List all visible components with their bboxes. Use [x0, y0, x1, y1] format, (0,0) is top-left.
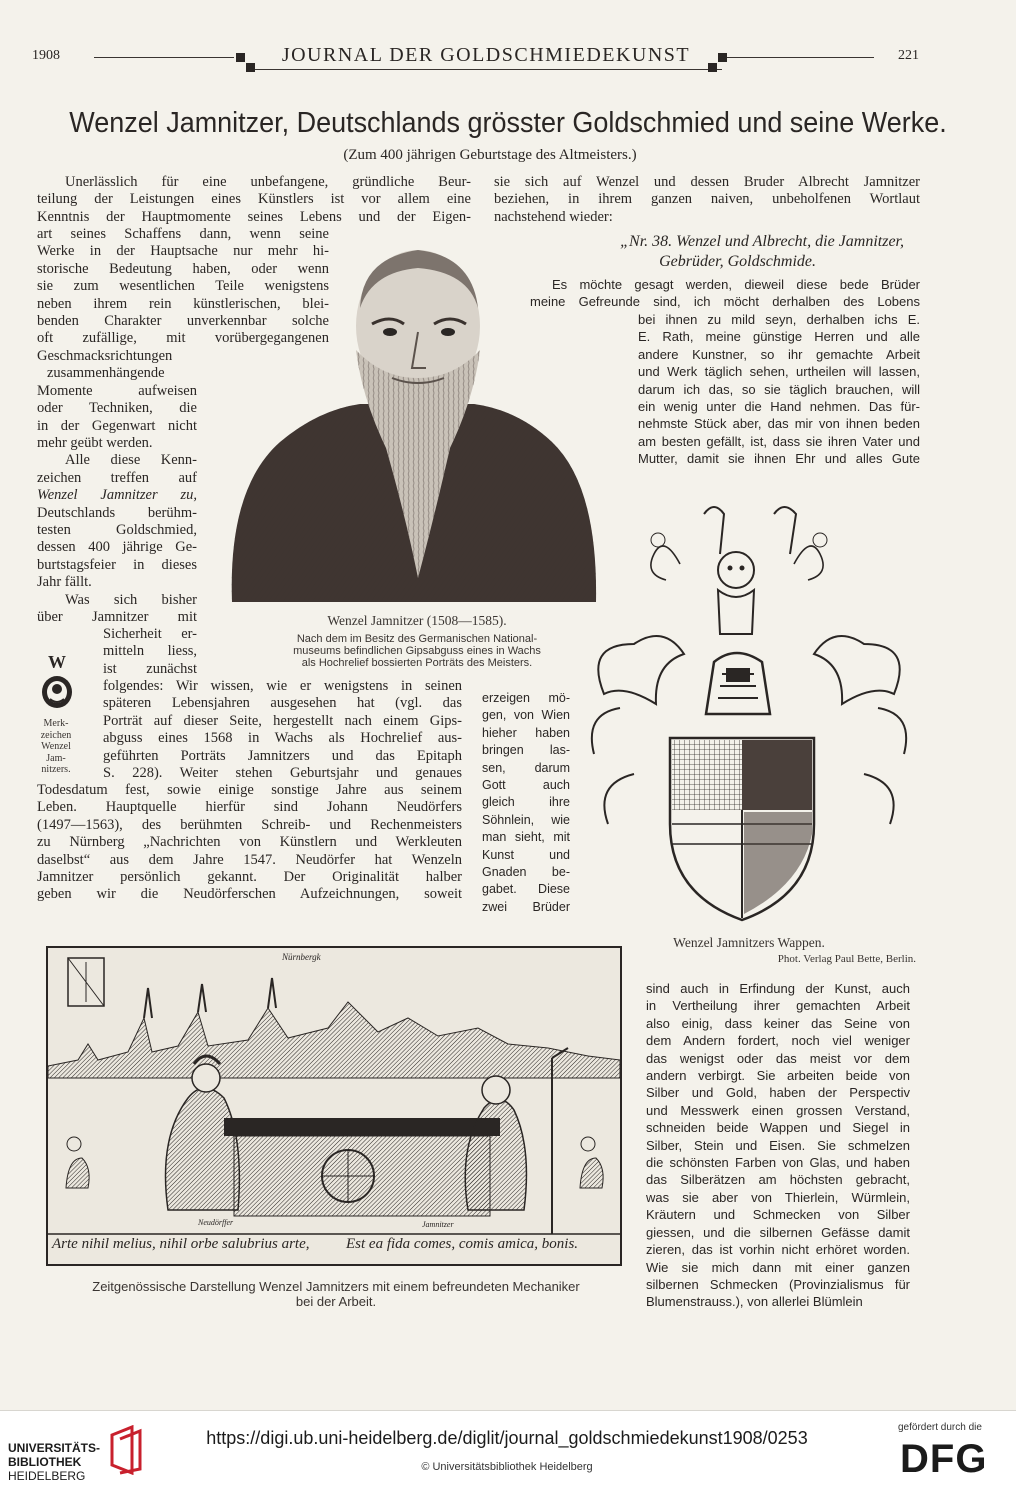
- library-name: UNIVERSITÄTS- BIBLIOTHEK HEIDELBERG: [8, 1441, 101, 1483]
- coat-of-arms-credit: Phot. Verlag Paul Bette, Berlin.: [777, 953, 916, 965]
- funding-note: gefördert durch die: [898, 1422, 982, 1433]
- narrow-column: erzeigen mö- gen, von Wien hieher haben bringen las- sen, darum Gott auch gleich ihre Söhnlein, wie man sieht, mit Kunst und Gnaden be- gabet. Diese zwei Brüder: [482, 691, 570, 914]
- library-logo-icon: [106, 1425, 146, 1475]
- coat-of-arms-caption: Wenzel Jamnitzers Wappen.: [673, 935, 825, 950]
- portrait-caption: Nach dem im Besitz des Germanischen National- museums befindlichen Gipsabguss eines in Wachs als Hochrelief bossierten Porträts des Meisters.: [293, 633, 541, 669]
- page-number-left: 1908: [32, 48, 60, 63]
- header-ornament: [708, 63, 717, 72]
- body-column-1-wrap-d: folgendes: Wir wissen, wie er wenigstens in seinen späteren Lebensjahren ausgesehen hat (vgl. das Porträt auf dieser Seite, hergestellt nach einem Gips- abguss eines 1568 in Wachs als Hochrelief aus- geführten Porträts Jamnitzers und das Epitaph S. 228). Weiter stehen Geburtsjahr und genaues: [103, 678, 462, 782]
- quote-text-wrap: bei ihnen zu mild seyn, derhalben ichs E. E. Rath, meine günstige Herren und alle andere Kunstner, so ihr gemachte Arbeit und Werk täglich sehen, urtheilen will lassen, darum ich das, so sie täglich brauchen, will ein wenig unter die Hand nehmen. Das für- nehmste Stück aber, das mir von ihnen beden am besten gefällt, ist, dass sie ihren Vater und Mutter, damit sie ihnen Ehr und alles Gute: [638, 312, 920, 467]
- article-title: Wenzel Jamnitzer, Deutschlands grösster Goldschmied und seine Werke.: [69, 107, 947, 139]
- copyright-notice: © Universitätsbibliothek Heidelberg: [421, 1461, 593, 1473]
- engraving-motto-left: Arte nihil melius, nihil orbe salubrius arte,: [52, 1236, 310, 1252]
- engraving-illustration: [46, 946, 622, 1266]
- quote-heading: „Nr. 38. Wenzel und Albrecht, die Jamnitzer, Gebrüder, Goldschmide.: [620, 233, 904, 270]
- makers-mark-logo: [36, 652, 78, 708]
- engraving-city-label: Nürnbergk: [282, 952, 321, 962]
- portrait-caption-title: Wenzel Jamnitzer (1508—1585).: [327, 613, 507, 628]
- engraving-caption: Zeitgenössische Darstellung Wenzel Jamnitzers mit einem befreundeten Mechaniker bei der Arbeit.: [92, 1279, 580, 1309]
- body-column-1-wrap-a: art seines Schaffens dann, wenn seine Werke in der Hauptsache nur mehr hi- storische Bedeutung haben, oder wenn sie zum wesentlichen Teile wenigstens neben ihrem rein künstlerischen, blei- benden Charakter unverkennbar solche oft zufällige, mit vorübergegangenen: [37, 226, 329, 347]
- svg-text:W: W: [48, 652, 66, 672]
- digitization-footer: [0, 1410, 1016, 1486]
- engraving-label-left: Neudörffer: [198, 1218, 234, 1227]
- body-column-1-wrap-b: Geschmacksrichtungen zusammenhängende Momente aufweisen oder Techniken, die in der Gegenwart nicht mehr geübt werden. Alle diese Kenn- zeichen treffen auf Wenzel Jamnitzer zu, Deutschlands berühm- testen Goldschmied, dessen 400 jährige Ge- burtstagsfeier in dieses Jahr fällt. Was sich bisher über Jamnitzer mit: [37, 348, 197, 626]
- margin-note: Merk- zeichen Wenzel Jam- nitzers.: [40, 718, 72, 775]
- body-column-3: sind auch in Erfindung der Kunst, auch in Vertheilung ihrer gemachten Arbeit also einig, dass keiner das Seine von dem Andern fordert, noch viel weniger das wenigst oder das meist vor dem andern verbirgt. Sie arbeiten beide von Silber und Gold, haben der Perspectiv und Messwerk einen grossen Verstand, schneiden beide Wappen und Siegel in Silber, Stein und Eisen. Sie schmelzen die schönsten Farben von Glas, und haben das Silberätzen am höchsten gebracht, was sie aber von Thierlein, Würmlein, Kräutern und Schmecken von Silber giessen, und die silbernen Gefässe damit zieren, das ist vorhin nicht erhöret worden. Wie sie mich dann mit einer ganzen silbernen Schmecken (Provinzialismus für Blumenstrauss.), von allerlei Blümlein: [646, 981, 910, 1310]
- body-column-1-intro: Unerlässlich für eine unbefangene, gründliche Beur- teilung der Leistungen eines Künstlers ist vor allem eine Kenntnis der Hauptmomente seines Lebens und der Eigen-: [37, 174, 471, 225]
- header-rule-right: [726, 57, 874, 58]
- makers-mark-icon: [36, 652, 78, 710]
- body-column-2-intro: sie sich auf Wenzel und dessen Bruder Albrecht Jamnitzer beziehen, in ihrem ganzen naiven, unbeholfenen Wortlaut nachstehend wieder:: [494, 174, 920, 225]
- dfg-logo: DFG: [900, 1437, 988, 1481]
- engraving-motto-right: Est ea fida comes, comis amica, bonis.: [346, 1236, 579, 1252]
- header-ornament: [246, 63, 255, 72]
- header-underline: [250, 69, 722, 70]
- article-subtitle: (Zum 400 jährigen Geburtstage des Altmeisters.): [343, 147, 637, 163]
- journal-title: JOURNAL DER GOLDSCHMIEDEKUNST: [281, 44, 691, 66]
- coat-of-arms-engraving: [584, 494, 914, 926]
- header-ornament: [236, 53, 245, 62]
- header-ornament: [718, 53, 727, 62]
- body-column-1-bottom: Todesdatum fest, sowie einige sonstige Jahre aus seinem Leben. Hauptquelle hierfür sind Johann Neudörfers (1497—1563), des berühmten Schreib- und Rechenmeisters zu Nürnberg „Nachrichten von Künstlern und Werkleuten daselbst“ aus dem Jahre 1547. Neudörfer hat Wenzeln Jamnitzer persönlich gekannt. Der Originalität halber geben wir die Neudörferschen Aufzeichnungen, soweit: [37, 782, 462, 903]
- engraving-label-right: Jamnitzer: [422, 1220, 454, 1229]
- engraving-scene: [48, 948, 620, 1264]
- coat-of-arms-illustration: [584, 494, 914, 926]
- body-column-1-wrap-c: Sicherheit er- mitteln liess, ist zunächst: [103, 626, 197, 677]
- permalink-url[interactable]: https://digi.ub.uni-heidelberg.de/diglit/journal_goldschmiedekunst1908/0253: [206, 1428, 808, 1448]
- header-rule-left: [94, 57, 234, 58]
- quote-text-top: Es möchte gesagt werden, dieweil diese bede Brüder meine Gefreunde sind, ich möcht derhalben des Lobens: [530, 277, 920, 310]
- page-number-right: 221: [898, 48, 919, 63]
